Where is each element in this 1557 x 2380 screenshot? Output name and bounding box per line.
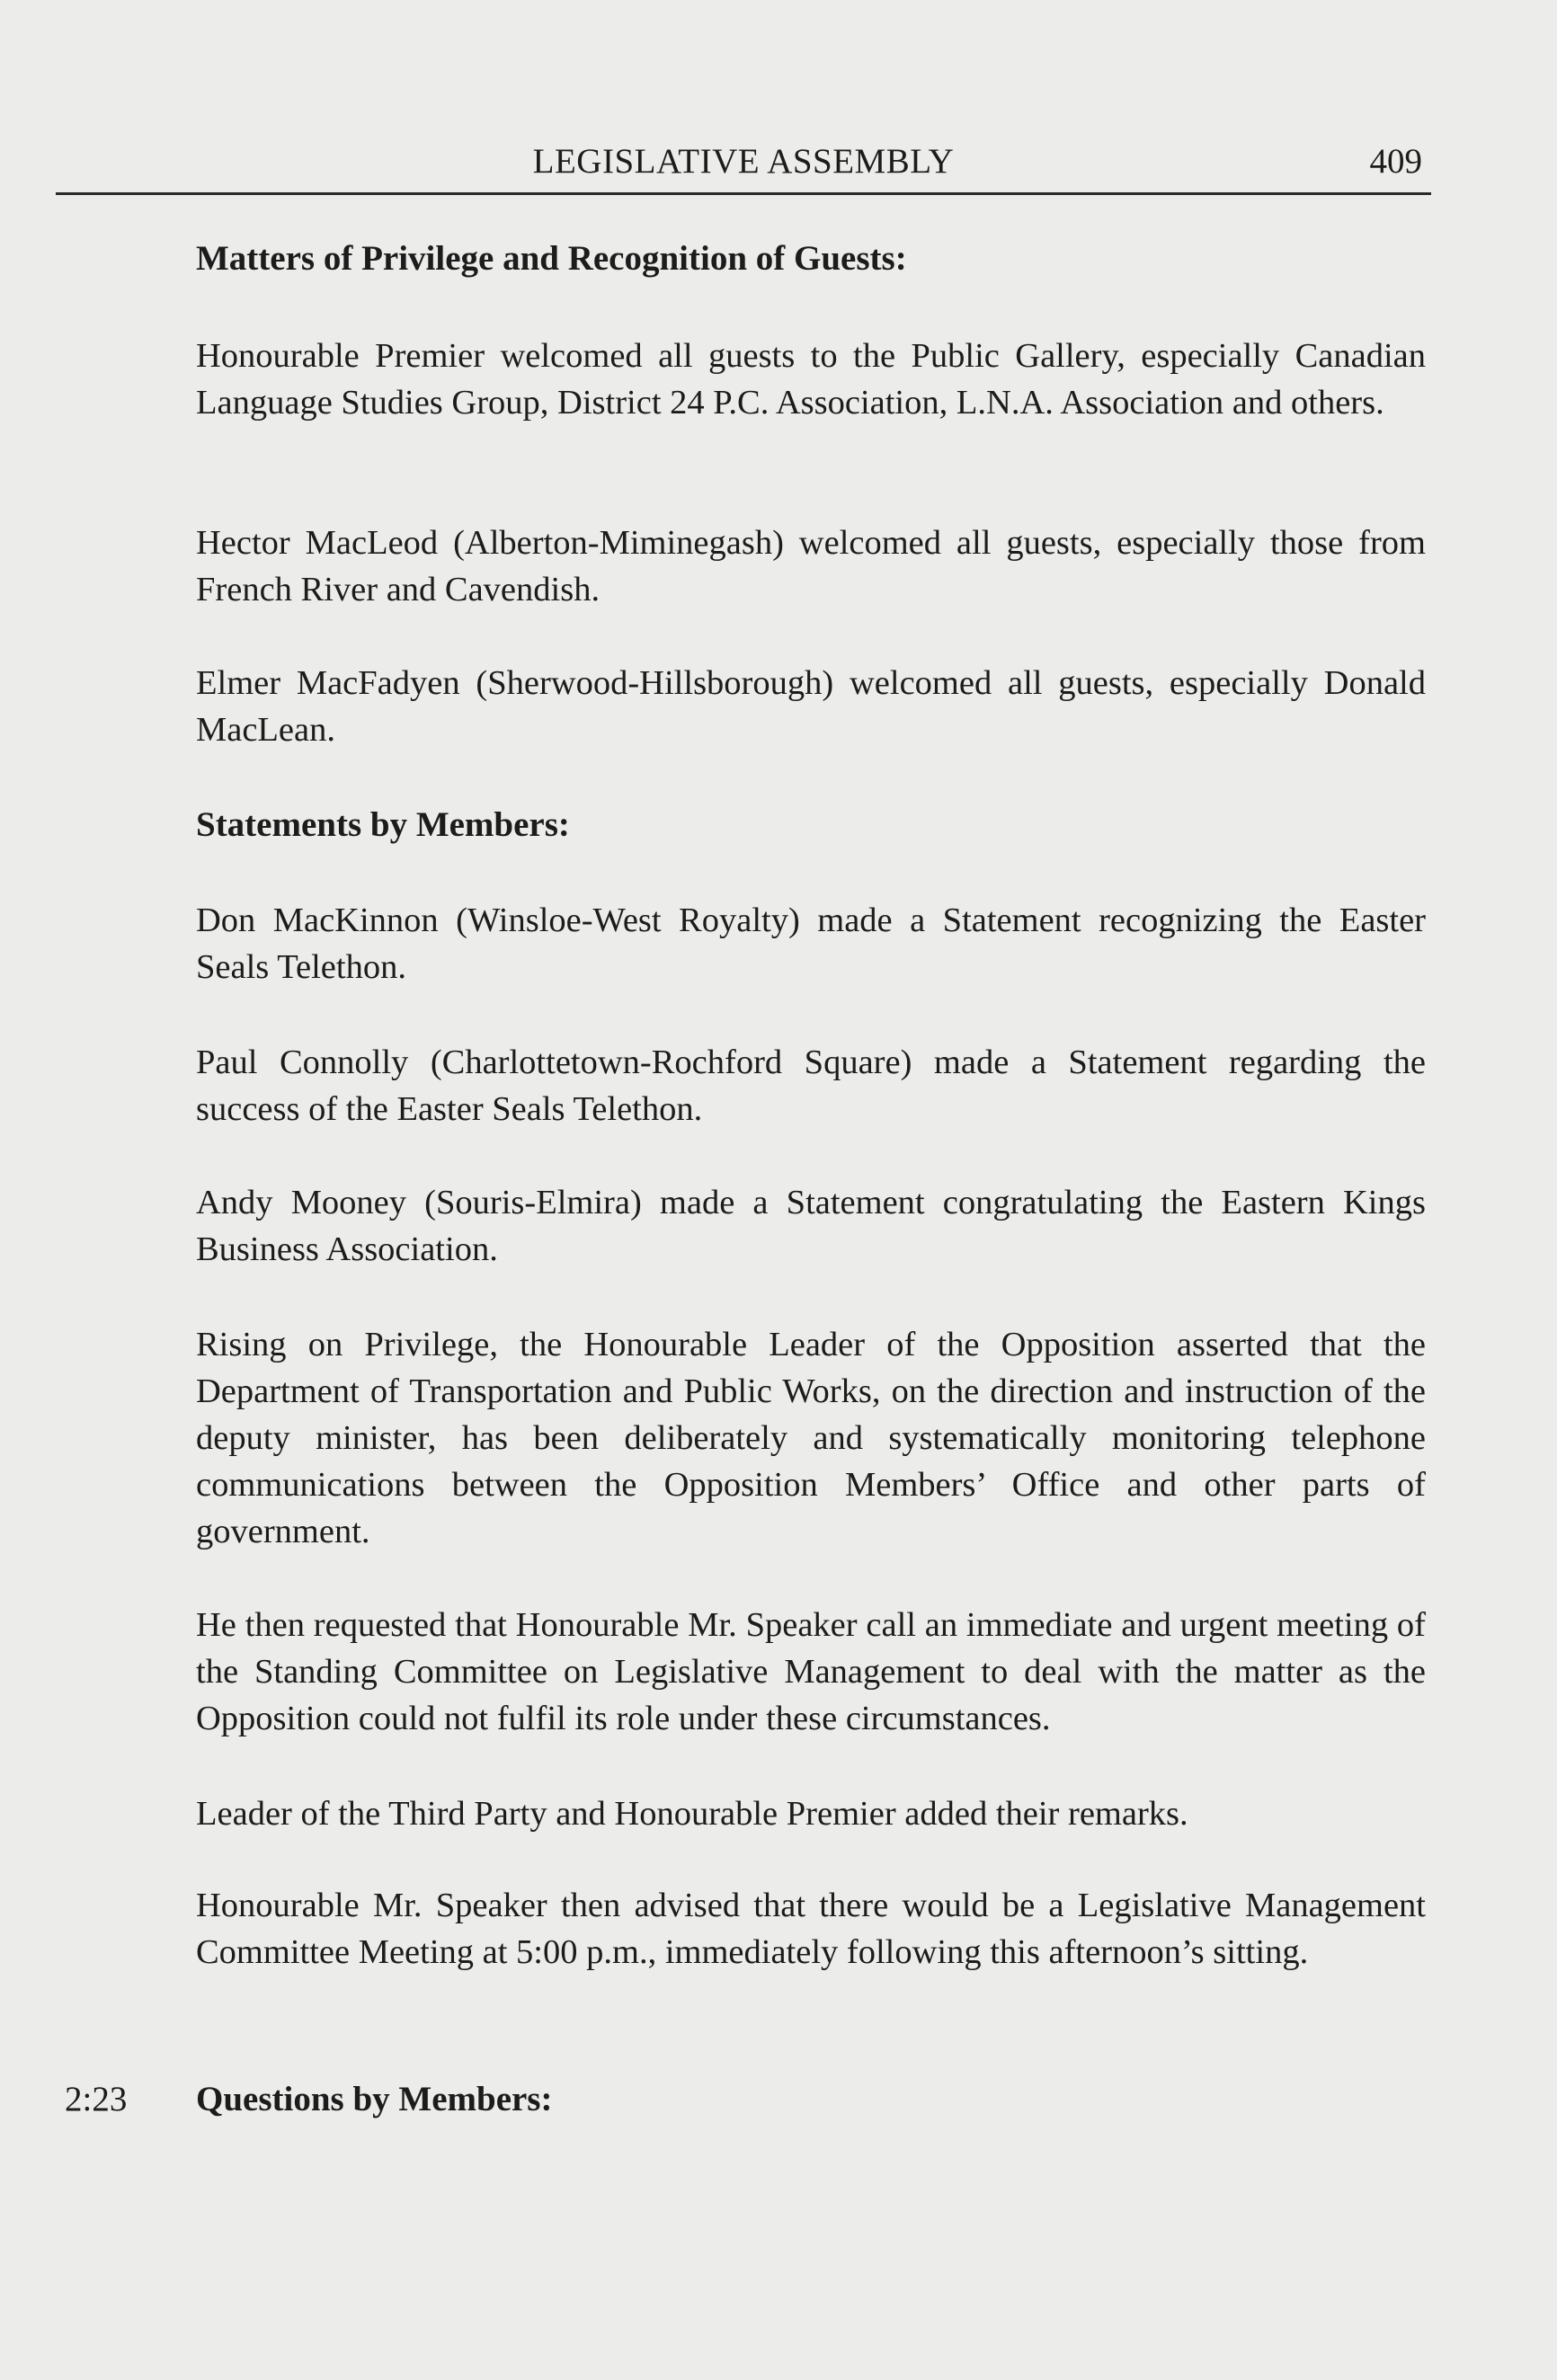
privilege-paragraph-2: Hector MacLeod (Alberton-Miminegash) welcomed all guests, especially those from French River and Cavendish. (196, 524, 1426, 608)
statements-heading: Statements by Members: (196, 805, 570, 844)
privilege-paragraph-3: Elmer MacFadyen (Sherwood-Hillsborough) welcomed all guests, especially Donald MacLean. (196, 664, 1426, 749)
privilege-paragraph-1: Honourable Premier welcomed all guests to the Public Gallery, especially Canadian Language Studies Group, District 24 P.C. Association, L.N.A. Association and others. (196, 337, 1426, 422)
statements-paragraph-5: He then requested that Honourable Mr. Speaker call an immediate and urgent meeting of the Standing Committee on Legislative Management to deal with the matter as the Opposition could not fulfil its role under these circumstances. (196, 1606, 1426, 1737)
header-rule (56, 192, 1431, 195)
privilege-heading: Matters of Privilege and Recognition of Guests: (196, 239, 907, 278)
statements-paragraph-7: Honourable Mr. Speaker then advised that there would be a Legislative Management Committee Meeting at 5:00 p.m., immediately following this afternoon’s sitting. (196, 1887, 1426, 1971)
page-number: 409 (1369, 142, 1422, 181)
statements-paragraph-1: Don MacKinnon (Winsloe-West Royalty) made a Statement recognizing the Easter Seals Telethon. (196, 901, 1426, 986)
running-title: LEGISLATIVE ASSEMBLY (532, 142, 955, 181)
questions-time-marker: 2:23 (65, 2080, 128, 2118)
statements-paragraph-3: Andy Mooney (Souris-Elmira) made a Statement congratulating the Eastern Kings Business Association. (196, 1184, 1426, 1268)
statements-paragraph-6: Leader of the Third Party and Honourable Premier added their remarks. (196, 1795, 1188, 1833)
running-header (56, 133, 1431, 191)
questions-heading: Questions by Members: (196, 2080, 553, 2118)
statements-paragraph-2: Paul Connolly (Charlottetown-Rochford Square) made a Statement regarding the success of the Easter Seals Telethon. (196, 1043, 1426, 1128)
statements-paragraph-4: Rising on Privilege, the Honourable Leader of the Opposition asserted that the Department of Transportation and Public Works, on the direction and instruction of the deputy minister, has been deliberately and systematically monitoring telephone communications between the Opposition Members’ Office and other parts of government. (196, 1326, 1426, 1550)
